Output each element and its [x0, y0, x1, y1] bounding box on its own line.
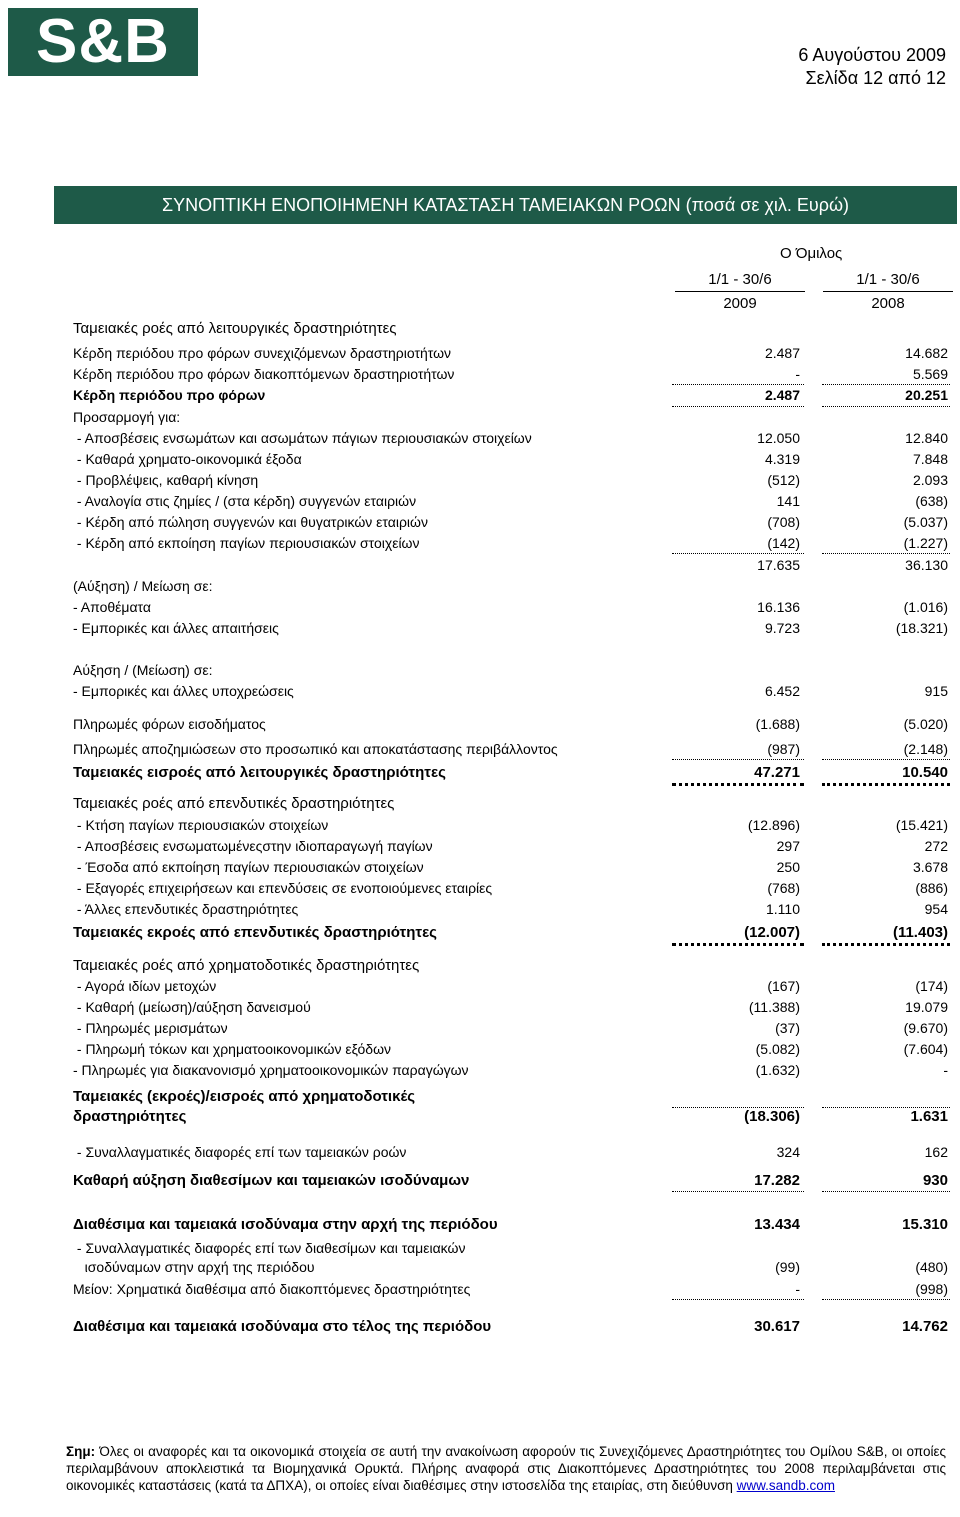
value-2009: 17.282	[754, 1172, 800, 1189]
row-label: Κέρδη περιόδου προ φόρων συνεχιζόμενων δραστηριοτήτων	[73, 345, 452, 361]
table-row	[0, 957, 960, 975]
value-2009: 324	[776, 1144, 800, 1160]
value-2009: (99)	[775, 1259, 800, 1275]
value-2009: (512)	[767, 472, 800, 488]
table-row	[0, 1216, 960, 1234]
value-2009: 12.050	[757, 430, 800, 446]
value-2008: 5.569	[912, 366, 948, 382]
table-row	[0, 534, 960, 552]
column-header-2009: 1/1 - 30/6 2009	[675, 268, 805, 315]
page-number: Σελίδα 12 από 12	[805, 68, 946, 88]
table-row	[0, 577, 960, 595]
total-rule	[822, 759, 950, 760]
value-2008: 10.540	[902, 764, 948, 781]
value-2008: 15.310	[902, 1216, 948, 1233]
value-2009: 2.487	[764, 345, 800, 361]
total-rule	[822, 1191, 950, 1192]
table-row	[0, 1280, 960, 1298]
total-rule	[672, 384, 804, 385]
row-label: Προσαρμογή για:	[73, 409, 181, 425]
value-2009: 2.487	[764, 387, 800, 403]
row-label: Μείον: Χρηματικά διαθέσιμα από διακοπτόμενες δραστηριότητες	[73, 1281, 471, 1297]
table-row	[0, 450, 960, 468]
table-row	[0, 1143, 960, 1161]
table-row	[0, 598, 960, 616]
value-2008: 954	[924, 901, 948, 917]
total-rule	[672, 1191, 804, 1192]
row-label: - Εμπορικές και άλλες υποχρεώσεις	[73, 683, 294, 699]
value-2009: 141	[776, 493, 800, 509]
website-link[interactable]: www.sandb.com	[736, 1478, 835, 1493]
row-label: - Πληρωμές για διακανονισμό χρηματοοικονομικών παραγώγων	[73, 1062, 469, 1078]
company-logo: S&B	[8, 8, 198, 76]
value-2009: 6.452	[764, 683, 800, 699]
table-row	[0, 471, 960, 489]
table-row	[0, 320, 960, 338]
row-label: - Συναλλαγματικές διαφορές επί των ταμειακών ροών	[73, 1144, 407, 1160]
row-label: - Έσοδα από εκποίηση παγίων περιουσιακών στοιχείων	[73, 859, 424, 875]
table-row	[0, 513, 960, 531]
value-2009: 47.271	[754, 764, 800, 781]
table-row	[0, 365, 960, 383]
value-2009: (1.632)	[755, 1062, 800, 1078]
value-2008: 2.093	[912, 472, 948, 488]
value-2009: 9.723	[764, 620, 800, 636]
total-rule	[672, 783, 804, 786]
value-2008: 3.678	[912, 859, 948, 875]
row-label: Ταμειακές εισροές από λειτουργικές δραστηριότητες	[73, 764, 446, 781]
value-2008: (1.016)	[903, 599, 948, 615]
table-row	[0, 900, 960, 918]
row-label: Διαθέσιμα και ταμειακά ισοδύναμα στην αρχή της περιόδου	[73, 1216, 498, 1233]
row-label: Ταμειακές ροές από επενδυτικές δραστηριότητες	[73, 795, 395, 812]
table-row	[0, 1019, 960, 1037]
row-label: Αύξηση / (Μείωση) σε:	[73, 662, 213, 678]
value-2009: 4.319	[764, 451, 800, 467]
total-rule	[822, 943, 950, 946]
row-label: - Πληρωμή τόκων και χρηματοοικονομικών εξόδων	[73, 1041, 392, 1057]
row-label: - Εξαγορές επιχειρήσεων και επενδύσεις σε ενοποιούμενες εταιρίες	[73, 880, 493, 896]
table-row	[0, 1318, 960, 1336]
row-label: - Εμπορικές και άλλες απαιτήσεις	[73, 620, 279, 636]
value-2009: 16.136	[757, 599, 800, 615]
table-row	[0, 1040, 960, 1058]
row-label: Ταμειακές (εκροές)/εισροές από χρηματοδοτικές	[73, 1088, 416, 1105]
value-2009: (142)	[767, 535, 800, 551]
table-row	[0, 1088, 960, 1106]
value-2008: (480)	[915, 1259, 948, 1275]
table-row	[0, 764, 960, 782]
table-row	[0, 998, 960, 1016]
total-rule	[672, 553, 804, 554]
row-label: Κέρδη περιόδου προ φόρων διακοπτόμενων δραστηριοτήτων	[73, 366, 455, 382]
value-2009: (768)	[767, 880, 800, 896]
row-label: - Αποσβέσεις ενσωματωμένεςστην ιδιοπαραγωγή παγίων	[73, 838, 433, 854]
value-2008: 162	[924, 1144, 948, 1160]
value-2009: (12.007)	[744, 924, 800, 941]
table-row	[0, 1108, 960, 1126]
value-2009: (5.082)	[755, 1041, 800, 1057]
value-2009: -	[795, 1281, 800, 1297]
value-2009: 30.617	[754, 1318, 800, 1335]
value-2008: 14.682	[905, 345, 948, 361]
row-label: (Αύξηση) / Μείωση σε:	[73, 578, 213, 594]
footnote: Σημ: Όλες οι αναφορές και τα οικονομικά στοιχεία σε αυτή την ανακοίνωση αφορούν τις Συνεχιζόμενες Δραστηριότητες του Ομίλου S&B, οι οποίες περιλαμβάνουν αποκλειστικά τα Βιομηχανικά Ορυκτά. Πλήρης αναφορά στις Διακοπτόμενες Δραστηριότητες του 2008 περιλαμβάνεται στις οικονομικές καταστάσεις (κατά τα ΔΠΧΑ), οι οποίες είναι διαθέσιμες στην ιστοσελίδα της εταιρίας, στη διεύθυνση www.sandb.com	[66, 1444, 946, 1493]
row-label: Ταμειακές ροές από λειτουργικές δραστηριότητες	[73, 320, 397, 337]
table-row	[0, 556, 960, 574]
table-row	[0, 1239, 960, 1257]
value-2008: (15.421)	[895, 817, 948, 833]
row-label: - Αποσβέσεις ενσωμάτων και ασωμάτων πάγιων περιουσιακών στοιχείων	[73, 430, 532, 446]
column-header-2008: 1/1 - 30/6 2008	[823, 268, 953, 315]
value-2009: (987)	[767, 741, 800, 757]
value-2009: (1.688)	[755, 716, 800, 732]
value-2009: 297	[776, 838, 800, 854]
group-header: Ο Όμιλος	[780, 245, 843, 262]
total-rule	[822, 384, 950, 385]
row-label: - Άλλες επενδυτικές δραστηριότητες	[73, 901, 299, 917]
row-label: - Προβλέψεις, καθαρή κίνηση	[73, 472, 259, 488]
table-row	[0, 492, 960, 510]
row-label: - Αποθέματα	[73, 599, 151, 615]
row-label: Καθαρή αύξηση διαθεσίμων και ταμειακών ισοδύναμων	[73, 1172, 470, 1189]
value-2008: (5.020)	[903, 716, 948, 732]
statement-title: ΣΥΝΟΠΤΙΚΗ ΕΝΟΠΟΙΗΜΕΝΗ ΚΑΤΑΣΤΑΣΗ ΤΑΜΕΙΑΚΩΝ ΡΟΩΝ (ποσά σε χιλ. Ευρώ)	[54, 186, 957, 224]
value-2008: 14.762	[902, 1318, 948, 1335]
row-label: - Συναλλαγματικές διαφορές επί των διαθεσίμων και ταμειακών	[73, 1240, 466, 1256]
value-2009: -	[795, 366, 800, 382]
value-2009: (11.388)	[748, 999, 800, 1015]
page-header-info	[798, 44, 946, 90]
row-label: Κέρδη περιόδου προ φόρων	[73, 387, 266, 403]
row-label: - Αναλογία στις ζημίες / (στα κέρδη) συγγενών εταιριών	[73, 493, 417, 509]
value-2008: 1.631	[910, 1108, 948, 1125]
value-2009: 17.635	[757, 557, 800, 573]
total-rule	[672, 406, 804, 407]
row-label: Ταμειακές εκροές από επενδυτικές δραστηριότητες	[73, 924, 437, 941]
value-2008: 12.840	[905, 430, 948, 446]
table-row	[0, 682, 960, 700]
value-2009: 250	[776, 859, 800, 875]
report-date: 6 Αυγούστου 2009	[798, 45, 946, 65]
value-2008: (638)	[915, 493, 948, 509]
value-2008: (998)	[915, 1281, 948, 1297]
value-2008: 272	[924, 838, 948, 854]
value-2008: (11.403)	[892, 924, 948, 941]
row-label: - Κέρδη από εκποίηση παγίων περιουσιακών στοιχείων	[73, 535, 420, 551]
row-label: δραστηριότητες	[73, 1108, 187, 1125]
table-row	[0, 795, 960, 813]
row-label: - Καθαρά χρηματο-οικονομικά έξοδα	[73, 451, 302, 467]
value-2009: (708)	[767, 514, 800, 530]
value-2008: (174)	[915, 978, 948, 994]
row-label: - Καθαρή (μείωση)/αύξηση δανεισμού	[73, 999, 311, 1015]
value-2008: 915	[924, 683, 948, 699]
table-row	[0, 977, 960, 995]
value-2008: (18.321)	[895, 620, 948, 636]
value-2009: 1.110	[766, 901, 800, 917]
value-2009: (18.306)	[744, 1108, 800, 1125]
table-row	[0, 740, 960, 758]
table-row	[0, 879, 960, 897]
value-2008: (7.604)	[903, 1041, 948, 1057]
row-label: Διαθέσιμα και ταμειακά ισοδύναμα στο τέλος της περιόδου	[73, 1318, 492, 1335]
value-2009: (37)	[775, 1020, 800, 1036]
row-label: - Αγορά ιδίων μετοχών	[73, 978, 217, 994]
row-label: Ταμειακές ροές από χρηματοδοτικές δραστηριότητες	[73, 957, 420, 974]
row-label: ισοδύναμων στην αρχή της περιόδου	[73, 1259, 315, 1275]
total-rule	[822, 1299, 950, 1300]
table-row	[0, 429, 960, 447]
value-2009: (167)	[767, 978, 800, 994]
value-2008: (2.148)	[903, 741, 948, 757]
value-2009: (12.896)	[747, 817, 800, 833]
value-2008: (5.037)	[903, 514, 948, 530]
row-label: - Πληρωμές μερισμάτων	[73, 1020, 228, 1036]
row-label: - Κέρδη από πώληση συγγενών και θυγατρικών εταιριών	[73, 514, 428, 530]
table-row	[0, 1172, 960, 1190]
table-row	[0, 837, 960, 855]
table-row	[0, 408, 960, 426]
value-2008: (1.227)	[903, 535, 948, 551]
value-2008: 19.079	[905, 999, 948, 1015]
table-row	[0, 619, 960, 637]
value-2008: 7.848	[912, 451, 948, 467]
total-rule	[672, 759, 804, 760]
table-row	[0, 816, 960, 834]
table-row	[0, 1258, 960, 1276]
total-rule	[822, 553, 950, 554]
table-row	[0, 1061, 960, 1079]
value-2008: (886)	[915, 880, 948, 896]
table-row	[0, 858, 960, 876]
value-2008: 36.130	[905, 557, 948, 573]
table-row	[0, 924, 960, 942]
row-label: - Κτήση παγίων περιουσιακών στοιχείων	[73, 817, 329, 833]
total-rule	[672, 943, 804, 946]
total-rule	[672, 1299, 804, 1300]
total-rule	[822, 783, 950, 786]
row-label: Πληρωμές αποζημιώσεων στο προσωπικό και αποκατάστασης περιβάλλοντος	[73, 741, 558, 757]
value-2008: 20.251	[905, 387, 948, 403]
table-row	[0, 386, 960, 404]
total-rule	[822, 406, 950, 407]
value-2008: -	[943, 1062, 948, 1078]
table-row	[0, 344, 960, 362]
value-2008: (9.670)	[903, 1020, 948, 1036]
table-row	[0, 715, 960, 733]
value-2009: 13.434	[754, 1216, 800, 1233]
value-2008: 930	[922, 1172, 948, 1189]
row-label: Πληρωμές φόρων εισοδήματος	[73, 716, 266, 732]
table-row	[0, 661, 960, 679]
